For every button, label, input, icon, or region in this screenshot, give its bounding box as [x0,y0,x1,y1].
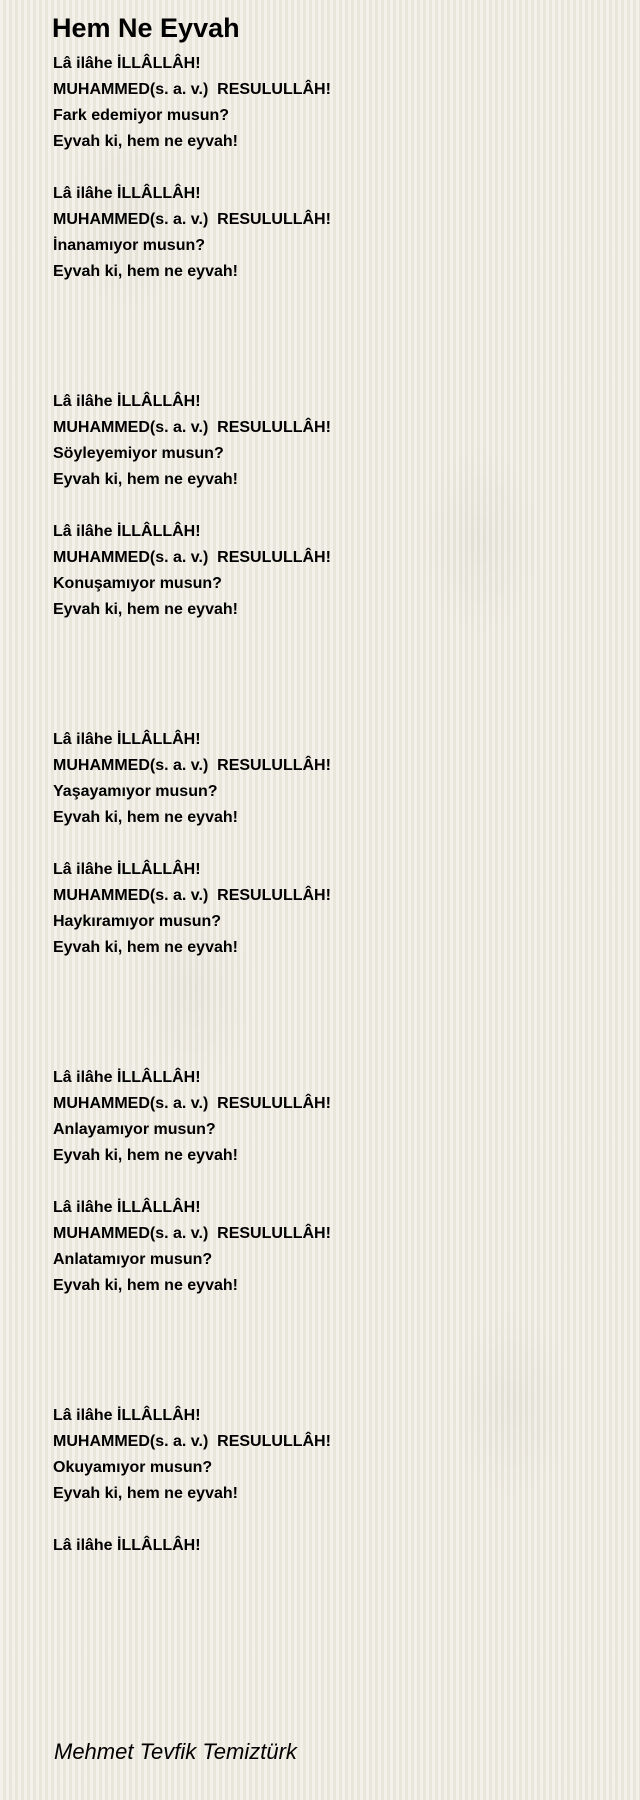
poem-line: Lâ ilâhe İLLÂLLÂH! [53,1069,201,1086]
poem-line: Eyvah ki, hem ne eyvah! [53,809,238,826]
poem-line: Eyvah ki, hem ne eyvah! [53,471,238,488]
poem-line: Eyvah ki, hem ne eyvah! [53,1485,238,1502]
poem-line: Lâ ilâhe İLLÂLLÂH! [53,861,201,878]
poem-line: Eyvah ki, hem ne eyvah! [53,601,238,618]
poem-line: Lâ ilâhe İLLÂLLÂH! [53,393,201,410]
poem-line: Eyvah ki, hem ne eyvah! [53,1147,238,1164]
poem-line: Okuyamıyor musun? [53,1459,213,1476]
section-spacer [53,961,613,1065]
author-name: Mehmet Tevfik Temiztürk [54,1739,297,1764]
poem-line: MUHAMMED(s. a. v.) RESULULLÂH! [53,757,331,774]
stanza [53,857,613,961]
poem-line: MUHAMMED(s. a. v.) RESULULLÂH! [53,1095,331,1112]
section-spacer [53,285,613,389]
stanza-spacer [53,831,613,857]
stanza [53,389,613,493]
poem-line: Lâ ilâhe İLLÂLLÂH! [53,185,201,202]
poem-line: Eyvah ki, hem ne eyvah! [53,133,238,150]
stanza-spacer [53,1169,613,1195]
section-spacer [53,1299,613,1403]
poem-line: Lâ ilâhe İLLÂLLÂH! [53,55,201,72]
stanza [53,181,613,285]
poem-line: MUHAMMED(s. a. v.) RESULULLÂH! [53,419,331,436]
poem-line: MUHAMMED(s. a. v.) RESULULLÂH! [53,1225,331,1242]
poem-line: Haykıramıyor musun? [53,913,222,930]
poem-line: Eyvah ki, hem ne eyvah! [53,939,238,956]
poem-line: Anlatamıyor musun? [53,1251,213,1268]
stanza [53,1403,613,1507]
poem-line: MUHAMMED(s. a. v.) RESULULLÂH! [53,549,331,566]
poem-line: Lâ ilâhe İLLÂLLÂH! [53,1537,201,1554]
poem-line: Lâ ilâhe İLLÂLLÂH! [53,731,201,748]
stanza-spacer [53,1507,613,1533]
stanza [53,519,613,623]
poem-line: Konuşamıyor musun? [53,575,222,592]
stanza-spacer [53,155,613,181]
poem-line: İnanamıyor musun? [53,237,206,254]
poem-line: Lâ ilâhe İLLÂLLÂH! [53,523,201,540]
poem-line: Yaşayamıyor musun? [53,783,218,800]
poem-body [53,51,613,1559]
poem-line: Fark edemiyor musun? [53,107,230,124]
poem-line: Lâ ilâhe İLLÂLLÂH! [53,1407,201,1424]
poem-line: Anlayamıyor musun? [53,1121,216,1138]
stanza [53,1065,613,1169]
poem-line: MUHAMMED(s. a. v.) RESULULLÂH! [53,211,331,228]
stanza [53,51,613,155]
poem-line: MUHAMMED(s. a. v.) RESULULLÂH! [53,1433,331,1450]
poem-title: Hem Ne Eyvah [52,13,240,43]
poem-line: MUHAMMED(s. a. v.) RESULULLÂH! [53,887,331,904]
poem-line: Söyleyemiyor musun? [53,445,224,462]
stanza-spacer [53,493,613,519]
poem-line: Eyvah ki, hem ne eyvah! [53,263,238,280]
stanza [53,1533,613,1559]
stanza [53,1195,613,1299]
section-spacer [53,623,613,727]
poem-line: Lâ ilâhe İLLÂLLÂH! [53,1199,201,1216]
stanza [53,727,613,831]
poem-line: MUHAMMED(s. a. v.) RESULULLÂH! [53,81,331,98]
poem-line: Eyvah ki, hem ne eyvah! [53,1277,238,1294]
